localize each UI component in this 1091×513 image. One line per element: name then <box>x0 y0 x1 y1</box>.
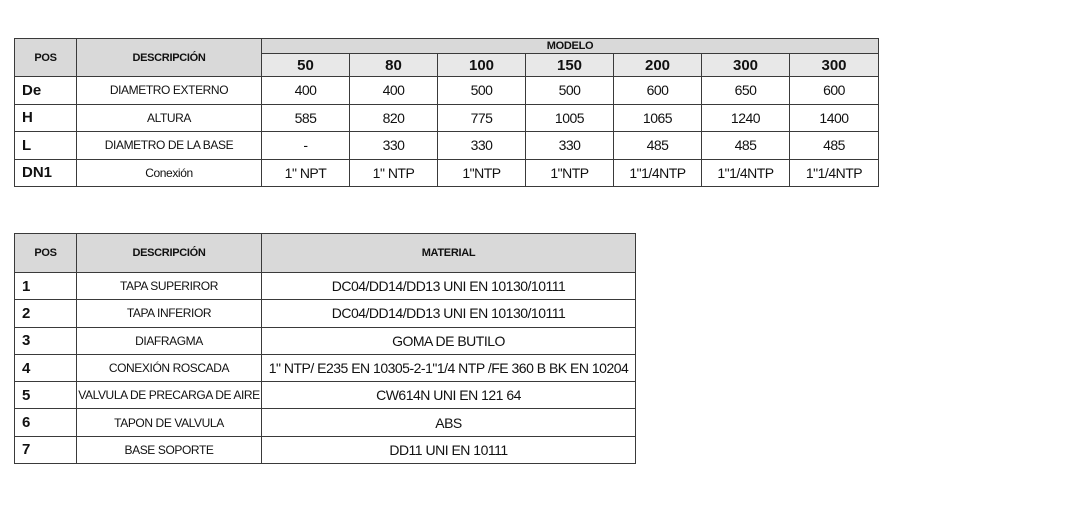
row-value: 775 <box>438 104 526 132</box>
model-header: 50 <box>262 54 350 77</box>
row-description: BASE SOPORTE <box>77 436 262 463</box>
row-value: 485 <box>702 132 790 160</box>
row-pos: 2 <box>15 300 77 327</box>
row-value: 1"1/4NTP <box>790 159 879 187</box>
row-pos: 1 <box>15 273 77 300</box>
dimensions-table <box>14 38 879 187</box>
row-material: ABS <box>262 409 636 436</box>
row-value: 820 <box>350 104 438 132</box>
row-pos: L <box>15 132 77 160</box>
row-value: 500 <box>526 77 614 105</box>
row-value: 1065 <box>614 104 702 132</box>
model-header: 80 <box>350 54 438 77</box>
row-material: DC04/DD14/DD13 UNI EN 10130/10111 <box>262 300 636 327</box>
row-pos: H <box>15 104 77 132</box>
table-row <box>15 382 636 409</box>
table-row <box>15 300 636 327</box>
table-row <box>15 354 636 381</box>
row-value: 1"NTP <box>438 159 526 187</box>
model-header: 300 <box>790 54 879 77</box>
pos-header: POS <box>15 39 77 77</box>
row-pos: 4 <box>15 354 77 381</box>
table-row <box>15 327 636 354</box>
row-description: DIAMETRO EXTERNO <box>77 77 262 105</box>
row-material: DC04/DD14/DD13 UNI EN 10130/10111 <box>262 273 636 300</box>
row-value: 1"1/4NTP <box>614 159 702 187</box>
row-description: DIAMETRO DE LA BASE <box>77 132 262 160</box>
row-value: 400 <box>262 77 350 105</box>
row-value: 600 <box>790 77 879 105</box>
table-row <box>15 436 636 463</box>
row-pos: 7 <box>15 436 77 463</box>
row-value: 1" NPT <box>262 159 350 187</box>
row-material: 1" NTP/ E235 EN 10305-2-1"1/4 NTP /FE 360 B BK EN 10204 <box>262 354 636 381</box>
model-header: 100 <box>438 54 526 77</box>
row-value: 585 <box>262 104 350 132</box>
row-description: TAPA SUPERIROR <box>77 273 262 300</box>
row-value: 1240 <box>702 104 790 132</box>
row-value: 1"1/4NTP <box>702 159 790 187</box>
material-header: MATERIAL <box>262 234 636 273</box>
table-row <box>15 104 879 132</box>
row-pos: 3 <box>15 327 77 354</box>
row-pos: 5 <box>15 382 77 409</box>
model-header: 300 <box>702 54 790 77</box>
dimensions-header-row <box>15 39 879 54</box>
row-description: VALVULA DE PRECARGA DE AIRE <box>77 382 262 409</box>
pos-header: POS <box>15 234 77 273</box>
row-value: 600 <box>614 77 702 105</box>
row-value: 1400 <box>790 104 879 132</box>
table-row <box>15 273 636 300</box>
row-description: ALTURA <box>77 104 262 132</box>
descripcion-header: DESCRIPCIÓN <box>77 234 262 273</box>
row-value: 500 <box>438 77 526 105</box>
table-row <box>15 159 879 187</box>
row-pos: De <box>15 77 77 105</box>
row-value: 650 <box>702 77 790 105</box>
modelo-header: MODELO <box>262 39 879 54</box>
row-value: 330 <box>350 132 438 160</box>
table-row <box>15 77 879 105</box>
row-value: 400 <box>350 77 438 105</box>
materials-table <box>14 233 636 464</box>
row-value: 1" NTP <box>350 159 438 187</box>
model-header: 150 <box>526 54 614 77</box>
table-row <box>15 132 879 160</box>
row-value: 330 <box>526 132 614 160</box>
materials-header-row <box>15 234 636 273</box>
row-value: 485 <box>790 132 879 160</box>
row-pos: DN1 <box>15 159 77 187</box>
row-material: GOMA DE BUTILO <box>262 327 636 354</box>
row-material: CW614N UNI EN 121 64 <box>262 382 636 409</box>
row-pos: 6 <box>15 409 77 436</box>
table-row <box>15 409 636 436</box>
row-material: DD11 UNI EN 10111 <box>262 436 636 463</box>
row-value: 1"NTP <box>526 159 614 187</box>
row-description: TAPA INFERIOR <box>77 300 262 327</box>
model-header: 200 <box>614 54 702 77</box>
row-value: - <box>262 132 350 160</box>
descripcion-header: DESCRIPCIÓN <box>77 39 262 77</box>
row-description: Conexión <box>77 159 262 187</box>
row-description: DIAFRAGMA <box>77 327 262 354</box>
row-value: 330 <box>438 132 526 160</box>
row-description: CONEXIÓN ROSCADA <box>77 354 262 381</box>
row-value: 485 <box>614 132 702 160</box>
row-description: TAPON DE VALVULA <box>77 409 262 436</box>
row-value: 1005 <box>526 104 614 132</box>
